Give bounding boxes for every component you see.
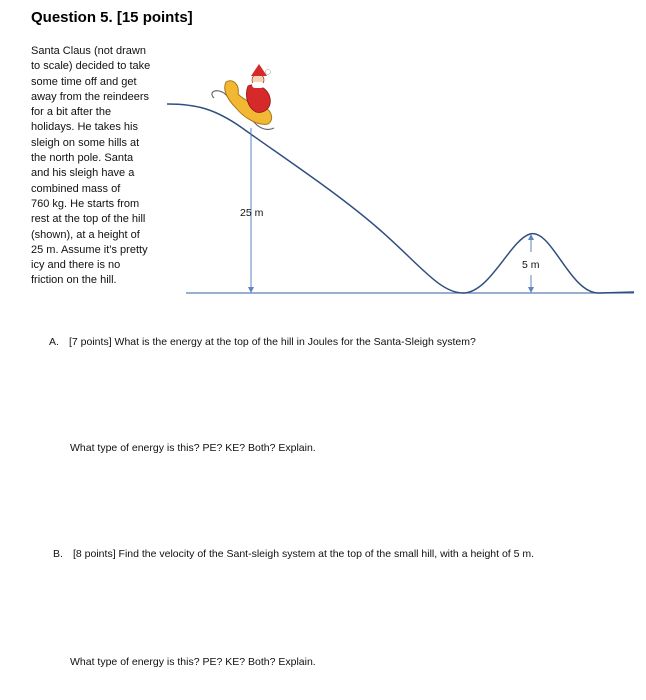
statement-line: away from the reindeers: [31, 90, 149, 103]
hill-diagram: [0, 0, 646, 310]
statement-line: sleigh on some hills at: [31, 136, 140, 149]
part-b-followup: [70, 656, 316, 668]
hat-pompom: [266, 70, 271, 75]
statement-line: some time off and get: [31, 75, 137, 88]
statement-line: icy and there is no: [31, 259, 121, 272]
part-a-text: [7 points] What is the energy at the top of the hill in Joules for the Santa-Sleigh system?: [69, 336, 476, 348]
statement-line: for a bit after the: [31, 106, 112, 119]
statement-line: Santa Claus (not drawn: [31, 45, 146, 57]
hill-curve: [167, 104, 634, 293]
santa-beard: [252, 82, 264, 88]
statement-line: the north pole. Santa: [31, 152, 134, 165]
part-b-followup-text: What type of energy is this? PE? KE? Both? Explain.: [70, 656, 316, 668]
statement-line: and his sleigh have a: [31, 167, 135, 180]
statement-line: rest at the top of the hill: [31, 213, 146, 226]
part-a-followup: [70, 442, 316, 454]
statement-line: to scale) decided to take: [31, 60, 151, 73]
part-b-text: [8 points] Find the velocity of the Sant-sleigh system at the top of the small hill, with a height of 5 m.: [73, 548, 535, 560]
part-b-letter: B.: [53, 548, 63, 560]
statement-line: friction on the hill.: [31, 274, 117, 287]
part-a-prompt: [49, 336, 476, 348]
statement-line: holidays. He takes his: [31, 121, 138, 134]
part-a-followup-text: What type of energy is this? PE? KE? Both? Explain.: [70, 442, 316, 454]
santa-hat: [251, 64, 267, 76]
part-a-letter: A.: [49, 336, 59, 348]
statement-line: 760 kg. He starts from: [31, 197, 140, 210]
height-label-small: 5 m: [522, 259, 540, 271]
santa-sleigh-illustration: [212, 64, 274, 129]
height-label-big: 25 m: [240, 207, 264, 219]
statement-line: combined mass of: [31, 182, 121, 195]
statement-line: 25 m. Assume it’s pretty: [31, 243, 148, 256]
statement-line: (shown), at a height of: [31, 228, 140, 241]
part-b-prompt: [53, 548, 534, 560]
question-title: Question 5. [15 points]: [31, 9, 193, 26]
